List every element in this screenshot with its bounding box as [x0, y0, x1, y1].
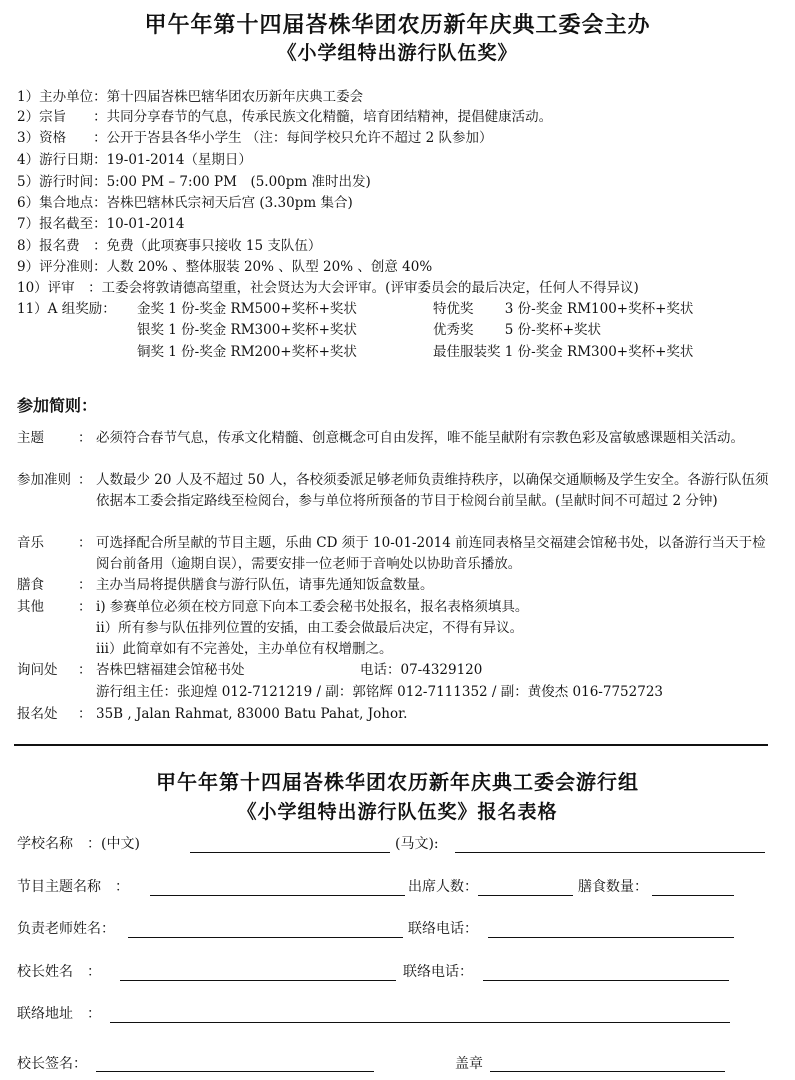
rule-others-3: iii）此简章如有不完善处，主办单位有权增删之。: [96, 641, 393, 657]
info-time: 5）游行时间：5:00 PM – 7:00 PM (5.00pm 准时出发): [17, 174, 371, 190]
form-title: 甲午年第十四届峇株华团农历新年庆典工委会游行组: [156, 770, 639, 794]
inquiry-place: 峇株巴辖福建会馆秘书处: [96, 662, 245, 678]
teacher-phone-label: 联络电话：: [408, 921, 478, 937]
attendance-field[interactable]: [478, 895, 573, 896]
award-bronze: 铜奖 1 份-奖金 RM200+奖杯+奖状: [137, 344, 357, 360]
teacher-name-label: 负责老师姓名：: [17, 921, 115, 937]
rule-text-participation: 人数最少 20 人及不超过 50 人，各校须委派足够老师负责维持秩序，以确保交通顺畅及学生安全。各游行队伍须依据本工委会指定路线至检阅台，参与单位将所预备的节目于检阅台前呈献。(呈献时间不可超过 2 分钟): [96, 472, 769, 509]
info-purpose: 2）宗旨 ：共同分享春节的气息，传承民族文化精髓，培育团结精神，提倡健康活动。: [17, 109, 553, 125]
attendance-label: 出席人数：: [408, 879, 478, 895]
rules-heading: 参加简则：: [17, 396, 98, 415]
address-field[interactable]: [110, 1022, 730, 1023]
register-address: 35B , Jalan Rahmat, 83000 Batu Pahat, Johor.: [96, 706, 408, 722]
rule-colon: ：: [78, 577, 92, 593]
inquiry-contacts: 游行组主任：张迎煌 012-7121219 / 副：郭铭辉 012-7111352 / 副：黄俊杰 016-7752723: [96, 684, 663, 700]
info-deadline: 7）报名截至：10-01-2014: [17, 216, 185, 232]
info-eligibility: 3）资格 ：公开于峇县各华小学生 （注：每间学校只允许不超过 2 队参加）: [17, 130, 493, 146]
rule-colon: ：: [78, 599, 92, 615]
rule-colon: ：: [78, 535, 92, 551]
award-merit: 优秀奖 5 份-奖杯+奖状: [433, 322, 602, 338]
meal-count-label: 膳食数量：: [578, 879, 648, 895]
rule-label-music: 音乐: [17, 535, 44, 551]
teacher-phone-field[interactable]: [488, 937, 734, 938]
info-date: 4）游行日期：19-01-2014（星期日）: [17, 152, 252, 168]
program-theme-field[interactable]: [150, 895, 405, 896]
principal-name-field[interactable]: [120, 980, 396, 981]
register-label: 报名处: [17, 706, 58, 722]
school-name-malay-field[interactable]: [455, 852, 765, 853]
program-theme-label: 节目主题名称 ：: [17, 879, 129, 895]
rule-label-others: 其他: [17, 599, 44, 615]
inquiry-phone: 电话：07-4329120: [360, 662, 483, 678]
rule-label-participation: 参加准则: [17, 472, 71, 488]
principal-signature-field[interactable]: [96, 1071, 374, 1072]
award-silver: 银奖 1 份-奖金 RM300+奖杯+奖状: [137, 322, 357, 338]
form-subtitle: 《小学组特出游行队伍奖》报名表格: [237, 801, 558, 823]
rule-colon: ：: [78, 430, 92, 446]
principal-name-label: 校长姓名 ：: [17, 964, 101, 980]
teacher-name-field[interactable]: [128, 937, 403, 938]
school-name-chinese-field[interactable]: [190, 852, 390, 853]
school-name-malay-label: (马文):: [395, 836, 439, 852]
document-title: 甲午年第十四届峇株华团农历新年庆典工委会主办: [144, 12, 651, 38]
rule-others-2: ii）所有参与队伍排列位置的安插，由工委会做最后决定，不得有异议。: [96, 620, 524, 636]
principal-phone-field[interactable]: [483, 980, 729, 981]
award-best-costume: 最佳服装奖 1 份-奖金 RM300+奖杯+奖状: [433, 344, 694, 360]
rule-colon: ：: [78, 472, 92, 488]
info-judges: 10）评审 ：工委会将敦请德高望重，社会贤达为大会评审。(评审委员会的最后决定，任何人不得异议): [17, 280, 639, 296]
school-name-label: 学校名称 ：(中文): [17, 836, 140, 852]
meal-count-field[interactable]: [652, 895, 734, 896]
info-criteria: 9）评分准则：人数 20% 、整体服装 20% 、队型 20% 、创意 40%: [17, 259, 433, 275]
awards-label: 11）A 组奖励：: [17, 301, 116, 317]
document-subtitle: 《小学组特出游行队伍奖》: [277, 42, 518, 64]
principal-signature-label: 校长签名：: [17, 1056, 87, 1072]
info-organizer: 1）主办单位：第十四届峇株巴辖华团农历新年庆典工委会: [17, 89, 364, 105]
section-divider: [14, 744, 768, 746]
award-special: 特优奖 3 份-奖金 RM100+奖杯+奖状: [433, 301, 694, 317]
rule-text-music: 可选择配合所呈献的节目主题，乐曲 CD 须于 10-01-2014 前连同表格呈交福建会馆秘书处，以备游行当天于检阅台前备用（逾期自误），需要安排一位老师于音响处以协助音乐播放。: [96, 535, 766, 572]
rule-others-1: i) 参赛单位必须在校方同意下向本工委会秘书处报名，报名表格须填具。: [96, 599, 529, 615]
address-label: 联络地址 ：: [17, 1006, 101, 1022]
info-fee: 8）报名费 ：免费（此项赛事只接收 15 支队伍）: [17, 238, 322, 254]
rule-colon: ：: [78, 662, 92, 678]
principal-phone-label: 联络电话：: [403, 964, 473, 980]
info-venue: 6）集合地点：峇株巴辖林氏宗祠天后宫 (3.30pm 集合): [17, 195, 353, 211]
stamp-label: 盖章: [455, 1056, 483, 1072]
rule-label-meals: 膳食: [17, 577, 44, 593]
rule-text-theme: 必须符合春节气息，传承文化精髓、创意概念可自由发挥，唯不能呈献附有宗教色彩及富敏感课题相关活动。: [96, 430, 744, 446]
rule-label-theme: 主题: [17, 430, 44, 446]
stamp-field[interactable]: [490, 1071, 725, 1072]
rule-colon: ：: [78, 706, 92, 722]
award-gold: 金奖 1 份-奖金 RM500+奖杯+奖状: [137, 301, 357, 317]
rule-text-meals: 主办当局将提供膳食与游行队伍，请事先通知饭盒数量。: [96, 577, 434, 593]
inquiry-label: 询问处: [17, 662, 58, 678]
